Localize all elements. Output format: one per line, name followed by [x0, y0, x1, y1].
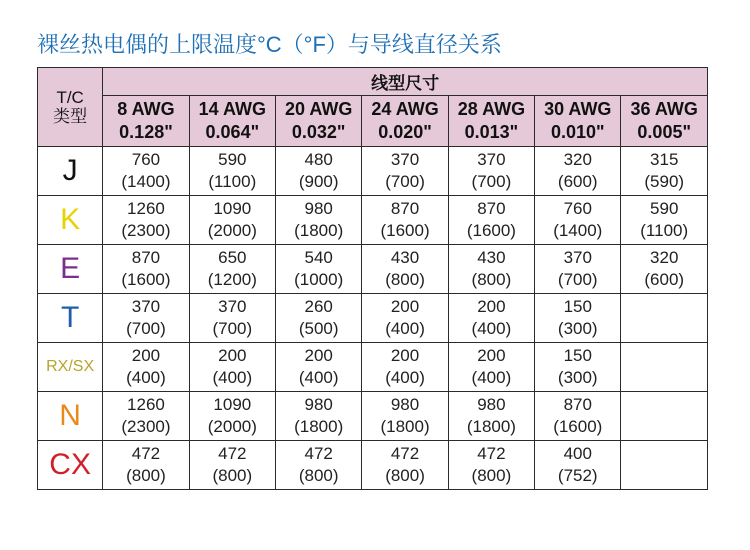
- temp-cell: [276, 441, 362, 490]
- temp-fahrenheit: (700): [212, 319, 253, 338]
- temp-cell: [103, 196, 189, 245]
- temp-celsius: 480: [304, 150, 333, 169]
- temp-celsius: 472: [131, 444, 161, 463]
- temp-celsius: 200: [131, 346, 161, 365]
- temp-fahrenheit: (1600): [466, 221, 516, 240]
- temp-fahrenheit: (400): [212, 368, 253, 387]
- temp-cell: [535, 294, 621, 343]
- temp-fahrenheit: (752): [557, 466, 598, 485]
- gauge-awg: 30 AWG: [544, 99, 612, 119]
- temp-celsius: 1260: [127, 395, 165, 414]
- temp-celsius: 370: [218, 297, 247, 316]
- gauge-header-4: [448, 96, 534, 147]
- temp-fahrenheit: (1400): [121, 172, 171, 191]
- temp-fahrenheit: (2000): [207, 221, 257, 240]
- temp-cell: [448, 196, 534, 245]
- gauge-inch: 0.128": [119, 122, 173, 142]
- temp-fahrenheit: (2300): [121, 417, 171, 436]
- temp-cell: [276, 196, 362, 245]
- temp-fahrenheit: (400): [126, 368, 166, 387]
- wire-size-header: 线型尺寸: [103, 68, 708, 96]
- temp-celsius: 870: [477, 199, 506, 218]
- temp-celsius: 200: [304, 346, 333, 365]
- temp-fahrenheit: (1000): [294, 270, 344, 289]
- temp-cell: [621, 196, 708, 245]
- temp-cell: [276, 245, 362, 294]
- temp-celsius: 320: [650, 248, 679, 267]
- temp-celsius: 200: [477, 346, 506, 365]
- temp-fahrenheit: (1600): [553, 417, 603, 436]
- temp-fahrenheit: (500): [298, 319, 339, 338]
- temp-cell: [535, 441, 621, 490]
- temp-cell: [535, 147, 621, 196]
- gauge-inch: 0.064": [205, 122, 260, 142]
- temp-cell: [448, 245, 534, 294]
- tc-type-label: J: [38, 147, 103, 196]
- temp-celsius: 430: [390, 248, 420, 267]
- temp-celsius: 650: [218, 248, 247, 267]
- temp-cell: [448, 294, 534, 343]
- table-row: [38, 441, 708, 490]
- temp-cell: [103, 441, 189, 490]
- temp-celsius: 370: [131, 297, 161, 316]
- temp-cell: [276, 343, 362, 392]
- gauge-awg: 36 AWG: [630, 99, 698, 119]
- temp-fahrenheit: (800): [298, 466, 339, 485]
- table-row: [38, 294, 708, 343]
- temp-cell: [535, 196, 621, 245]
- temp-fahrenheit: (1600): [121, 270, 171, 289]
- temp-celsius: 320: [563, 150, 592, 169]
- gauge-inch: 0.020": [378, 122, 432, 142]
- temp-celsius: 472: [218, 444, 247, 463]
- tc-type-label: K: [38, 196, 103, 245]
- temp-fahrenheit: (1600): [380, 221, 430, 240]
- temp-cell: [621, 294, 708, 343]
- temp-fahrenheit: (900): [298, 172, 339, 191]
- temp-fahrenheit: (600): [557, 172, 598, 191]
- temp-cell: [362, 147, 448, 196]
- temp-cell: [362, 441, 448, 490]
- gauge-awg: 28 AWG: [457, 99, 526, 119]
- temp-celsius: 370: [563, 248, 592, 267]
- tc-type-header: [38, 68, 103, 147]
- tc-type-header-line1: T/C: [56, 88, 84, 107]
- temp-fahrenheit: (400): [298, 368, 339, 387]
- temp-celsius: 590: [218, 150, 247, 169]
- temp-cell: [103, 343, 189, 392]
- temp-fahrenheit: (400): [385, 319, 425, 338]
- temp-cell: [276, 294, 362, 343]
- temp-celsius: 370: [477, 150, 506, 169]
- temp-fahrenheit: (700): [385, 172, 425, 191]
- gauge-awg: 24 AWG: [371, 99, 439, 119]
- temp-fahrenheit: (400): [471, 368, 512, 387]
- temp-cell: [103, 245, 189, 294]
- temp-celsius: 1090: [213, 395, 252, 414]
- temp-celsius: 200: [390, 346, 420, 365]
- temp-cell: [448, 441, 534, 490]
- temp-cell: [448, 392, 534, 441]
- temp-cell: [362, 392, 448, 441]
- table-row: [38, 245, 708, 294]
- page-title: 裸丝热电偶的上限温度°C（°F）与导线直径关系: [37, 32, 502, 57]
- temp-cell: [189, 147, 275, 196]
- temp-fahrenheit: (2300): [121, 221, 171, 240]
- tc-type-header-line2: 类型: [53, 107, 88, 126]
- temp-cell: [621, 245, 708, 294]
- temp-fahrenheit: (1200): [207, 270, 257, 289]
- gauge-awg: 8 AWG: [117, 99, 175, 119]
- temp-cell: [621, 147, 708, 196]
- temp-celsius: 472: [390, 444, 420, 463]
- temp-celsius: 472: [304, 444, 333, 463]
- temp-fahrenheit: (1800): [466, 417, 516, 436]
- temp-fahrenheit: (600): [644, 270, 685, 289]
- temp-cell: [448, 147, 534, 196]
- gauge-header-6: [621, 96, 708, 147]
- temp-fahrenheit: (1400): [553, 221, 603, 240]
- temp-celsius: 870: [563, 395, 592, 414]
- temp-celsius: 870: [131, 248, 161, 267]
- temp-cell: [362, 196, 448, 245]
- gauge-header-3: [362, 96, 448, 147]
- temperature-table: [37, 67, 708, 490]
- temp-fahrenheit: (800): [126, 466, 166, 485]
- temp-cell: [189, 343, 275, 392]
- gauge-header-0: [103, 96, 189, 147]
- temp-cell: [621, 441, 708, 490]
- gauge-awg: 20 AWG: [285, 99, 353, 119]
- temp-fahrenheit: (590): [644, 172, 685, 191]
- gauge-awg: 14 AWG: [198, 99, 266, 119]
- temp-fahrenheit: (800): [471, 270, 512, 289]
- temp-cell: [189, 392, 275, 441]
- temp-fahrenheit: (700): [126, 319, 166, 338]
- temp-celsius: 760: [563, 199, 592, 218]
- temp-cell: [535, 343, 621, 392]
- temp-celsius: 400: [563, 444, 592, 463]
- temp-fahrenheit: (1800): [380, 417, 430, 436]
- temp-cell: [448, 343, 534, 392]
- temp-cell: [535, 245, 621, 294]
- gauge-inch: 0.013": [464, 122, 519, 142]
- temp-celsius: 150: [563, 297, 592, 316]
- temp-cell: [189, 441, 275, 490]
- tc-type-label: RX/SX: [38, 343, 103, 392]
- gauge-inch: 0.032": [291, 122, 346, 142]
- temp-fahrenheit: (1800): [294, 221, 344, 240]
- tc-type-label: N: [38, 392, 103, 441]
- temp-cell: [189, 196, 275, 245]
- temp-celsius: 540: [304, 248, 333, 267]
- temp-celsius: 200: [218, 346, 247, 365]
- temp-celsius: 200: [477, 297, 506, 316]
- temp-fahrenheit: (1100): [208, 172, 257, 191]
- temp-celsius: 1090: [213, 199, 252, 218]
- tc-type-label: CX: [38, 441, 103, 490]
- temp-celsius: 472: [477, 444, 506, 463]
- temp-celsius: 200: [390, 297, 420, 316]
- temp-celsius: 370: [390, 150, 420, 169]
- temp-fahrenheit: (300): [557, 368, 598, 387]
- gauge-inch: 0.010": [550, 122, 605, 142]
- temp-fahrenheit: (700): [471, 172, 512, 191]
- temp-fahrenheit: (800): [385, 270, 425, 289]
- temp-celsius: 590: [650, 199, 679, 218]
- temp-cell: [189, 245, 275, 294]
- temp-fahrenheit: (400): [471, 319, 512, 338]
- temp-cell: [362, 343, 448, 392]
- temp-cell: [276, 392, 362, 441]
- temp-celsius: 980: [304, 199, 333, 218]
- temp-fahrenheit: (2000): [207, 417, 257, 436]
- temp-cell: [621, 392, 708, 441]
- temp-fahrenheit: (300): [557, 319, 598, 338]
- gauge-header-1: [189, 96, 275, 147]
- temp-cell: [189, 294, 275, 343]
- temp-fahrenheit: (1100): [640, 221, 689, 240]
- table-row: [38, 343, 708, 392]
- temp-celsius: 760: [131, 150, 161, 169]
- temp-celsius: 260: [304, 297, 333, 316]
- temp-fahrenheit: (700): [557, 270, 598, 289]
- temp-celsius: 315: [650, 150, 679, 169]
- tc-type-label: T: [38, 294, 103, 343]
- temp-cell: [103, 294, 189, 343]
- temp-celsius: 980: [390, 395, 420, 414]
- temp-celsius: 150: [563, 346, 592, 365]
- temp-cell: [621, 343, 708, 392]
- temp-celsius: 870: [390, 199, 420, 218]
- temp-fahrenheit: (400): [385, 368, 425, 387]
- table-row: [38, 147, 708, 196]
- table-body: [38, 147, 708, 490]
- gauge-inch: 0.005": [637, 122, 691, 142]
- temp-cell: [362, 245, 448, 294]
- temp-fahrenheit: (800): [212, 466, 253, 485]
- tc-type-label: E: [38, 245, 103, 294]
- temp-cell: [103, 392, 189, 441]
- gauge-header-5: [535, 96, 621, 147]
- temp-celsius: 1260: [127, 199, 165, 218]
- table-row: [38, 392, 708, 441]
- gauge-header-row: [38, 96, 708, 147]
- gauge-header-2: [276, 96, 362, 147]
- temp-cell: [276, 147, 362, 196]
- temp-fahrenheit: (800): [471, 466, 512, 485]
- temp-fahrenheit: (1800): [294, 417, 344, 436]
- temp-celsius: 430: [477, 248, 506, 267]
- temp-celsius: 980: [304, 395, 333, 414]
- temp-fahrenheit: (800): [385, 466, 425, 485]
- table-row: [38, 196, 708, 245]
- temp-cell: [362, 294, 448, 343]
- temp-celsius: 980: [477, 395, 506, 414]
- temp-cell: [103, 147, 189, 196]
- temp-cell: [535, 392, 621, 441]
